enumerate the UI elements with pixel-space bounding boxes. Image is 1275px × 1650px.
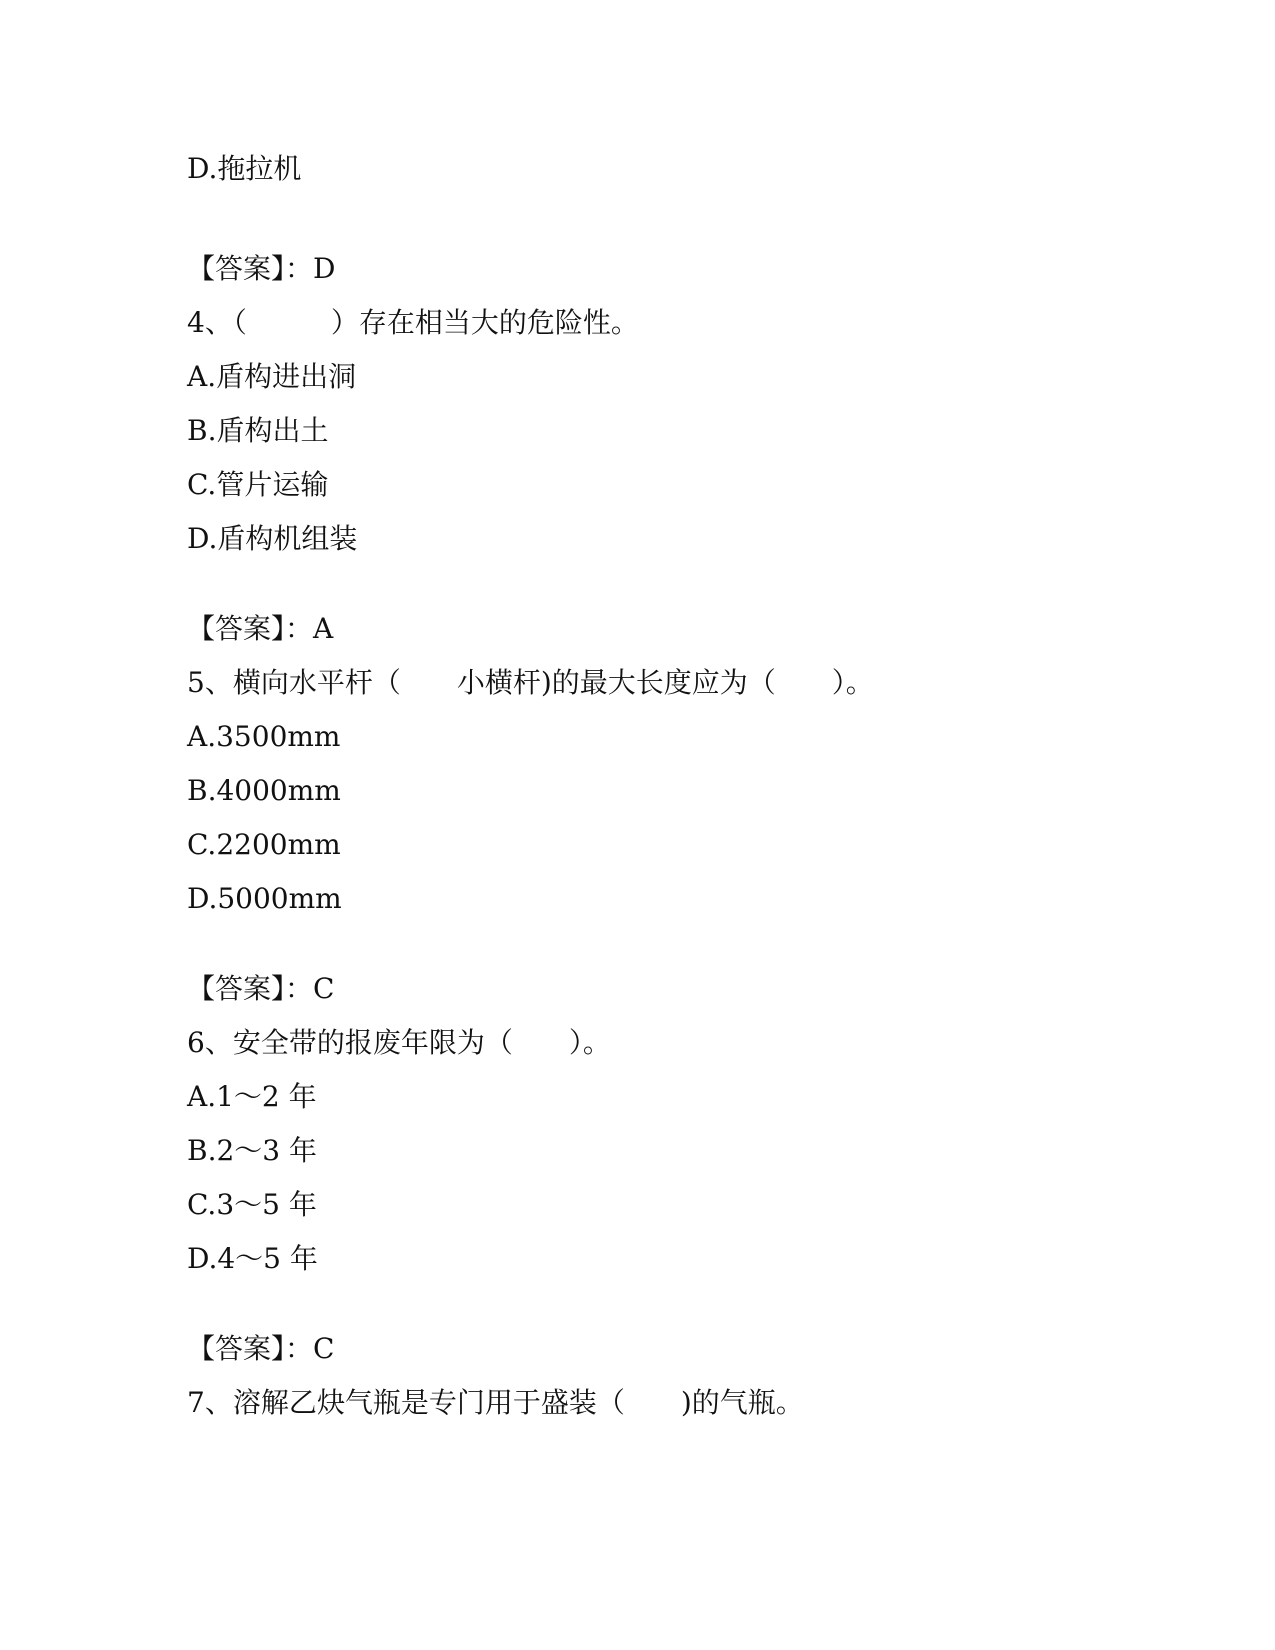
- q5-answer: 【答案】：C: [187, 972, 335, 1005]
- q3-answer: 【答案】：D: [187, 252, 336, 285]
- q5-question: 5、横向水平杆（ 小横杆)的最大长度应为（ ）。: [187, 666, 874, 699]
- q5-option-c: C.2200mm: [187, 828, 341, 861]
- q6-answer: 【答案】：C: [187, 1332, 335, 1365]
- q4-option-d: D.盾构机组装: [187, 522, 358, 555]
- q4-option-b: B.盾构出土: [187, 414, 329, 447]
- q5-option-b: B.4000mm: [187, 774, 341, 807]
- q5-option-a: A.3500mm: [187, 720, 341, 753]
- q4-option-c: C.管片运输: [187, 468, 329, 501]
- q4-option-a: A.盾构进出洞: [187, 360, 357, 393]
- q4-answer: 【答案】：A: [187, 612, 334, 645]
- q6-option-b: B.2～3 年: [187, 1134, 318, 1167]
- q6-option-d: D.4～5 年: [187, 1242, 318, 1275]
- q5-option-d: D.5000mm: [187, 882, 342, 915]
- q4-question: 4、（ ）存在相当大的危险性。: [187, 306, 639, 339]
- q6-question: 6、安全带的报废年限为（ ）。: [187, 1026, 611, 1059]
- q6-option-c: C.3～5 年: [187, 1188, 317, 1221]
- q7-question: 7、溶解乙炔气瓶是专门用于盛装（ )的气瓶。: [187, 1386, 804, 1419]
- q6-option-a: A.1～2 年: [187, 1080, 317, 1113]
- q3-option-d: D.拖拉机: [187, 152, 302, 185]
